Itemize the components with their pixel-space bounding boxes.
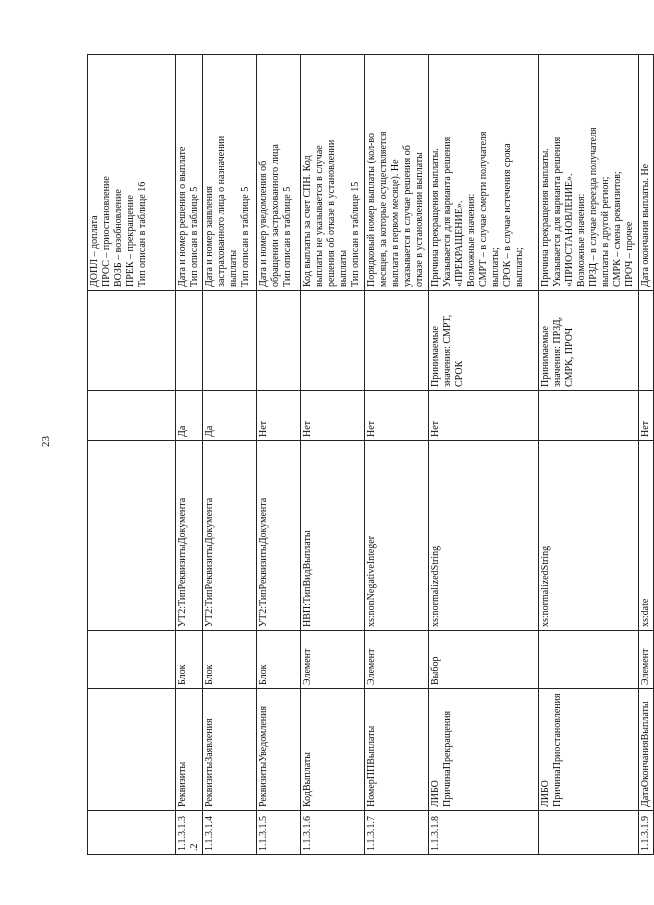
table-row [365, 55, 429, 855]
description-line: Дата и номер заявления [204, 185, 215, 287]
element-name-cell [88, 689, 176, 811]
description-cell [539, 55, 639, 291]
description-line: месяцев, за которые осуществляется [378, 131, 389, 287]
page-number: 23 [40, 436, 52, 447]
description-line: Указывается для варианта решения [442, 136, 453, 287]
description-line: обращении застрахованного лица [270, 144, 281, 287]
row-id-cell: 1.1.3.1.4 [203, 811, 257, 855]
description-line: СМРТ – в случае смерти получателя [478, 131, 489, 287]
description-cell [88, 55, 176, 291]
element-name-cell: РеквизитыЗаявления [203, 689, 257, 811]
row-id-cell: 1.1.3.1.3.2 [176, 811, 203, 855]
table-row [539, 55, 639, 855]
description-line: Дата и номер решения о выплате [177, 146, 188, 287]
data-type-cell: УТ2:ТипРеквизитыДокумента [203, 441, 257, 631]
description-line: выплата в первом месяце). Не [390, 159, 401, 287]
description-line: выплаты [228, 249, 239, 287]
required-cell [539, 391, 639, 441]
description-line: Тип описан в таблице 16 [137, 181, 148, 287]
row-id-cell: 1.1.3.1.9 [639, 811, 654, 855]
data-type-cell: xs:normalizedString [539, 441, 639, 631]
description-line: Возможные значения: [466, 193, 477, 287]
description-line: ВОЗБ – возобновление [113, 189, 124, 287]
data-type-cell: xs:date [639, 441, 654, 631]
table-row [203, 55, 257, 855]
allowed-values-cell [257, 291, 301, 391]
description-line: Дата и номер уведомления об [258, 160, 269, 287]
description-line: выплаты; [490, 247, 501, 287]
description-line: Тип описан в таблице 5 [240, 186, 251, 287]
row-id-cell: 1.1.3.1.7 [365, 811, 429, 855]
allowed-values-cell [639, 291, 654, 391]
description-line: ПРЕК – прекращение [125, 195, 136, 287]
required-cell: Нет [301, 391, 365, 441]
description-line: ДОПЛ – доплата [89, 215, 100, 287]
element-kind-cell: Элемент [365, 631, 429, 689]
table-row [176, 55, 203, 855]
description-line: Указывается для варианта решения [552, 136, 563, 287]
description-cell [429, 55, 539, 291]
table-row [429, 55, 539, 855]
description-line: выплаты [338, 249, 349, 287]
spec-table [87, 54, 654, 855]
description-cell [176, 55, 203, 291]
allowed-values-cell [203, 291, 257, 391]
description-line: Причина прекращения выплаты. [540, 148, 551, 287]
row-id-cell [539, 811, 639, 855]
required-cell: Нет [429, 391, 539, 441]
description-cell [257, 55, 301, 291]
element-kind-cell: Блок [203, 631, 257, 689]
data-type-cell: НВП:ТипВидВыплаты [301, 441, 365, 631]
required-cell: Нет [365, 391, 429, 441]
description-line: «ПРЕКРАЩЕНИЕ». [454, 200, 465, 287]
required-cell [88, 391, 176, 441]
data-type-cell: xs:normalizedString [429, 441, 539, 631]
element-name-cell: Реквизиты [176, 689, 203, 811]
description-line: Причина прекращения выплаты. [430, 148, 441, 287]
allowed-values-cell: Принимаемые значения: СМРТ, СРОК [429, 291, 539, 391]
description-line: застрахованного лица о назначении [216, 135, 227, 287]
element-kind-cell: Выбор [429, 631, 539, 689]
data-type-cell [88, 441, 176, 631]
element-name-cell: НомерППВыплаты [365, 689, 429, 811]
allowed-values-cell: Принимаемые значения: ПРЗД, СМРК, ПРОЧ [539, 291, 639, 391]
description-line: отказе в установлении выплаты [414, 152, 425, 287]
element-kind-cell [539, 631, 639, 689]
description-line: Дата окончания выплаты. Не [640, 163, 651, 287]
description-line: выплаты; [514, 247, 525, 287]
row-id-cell [88, 811, 176, 855]
description-line: СМРК – смена реквизитов; [612, 171, 623, 287]
description-line: Порядковый номер выплаты (кол-во [366, 132, 377, 287]
description-line: «ПРИОСТАНОВЛЕНИЕ». [564, 173, 575, 287]
description-line: указывается в случае решения об [402, 145, 413, 287]
description-cell [203, 55, 257, 291]
description-line: ПРОЧ – прочее [624, 221, 635, 287]
data-type-cell: xs:nonNegativeInteger [365, 441, 429, 631]
description-line: Код выплаты за счет СПН. Код [302, 155, 313, 287]
element-name-cell: ЛИБО ПричинаПрекращения [429, 689, 539, 811]
data-type-cell: УТ2:ТипРеквизитыДокумента [257, 441, 301, 631]
row-id-cell: 1.1.3.1.8 [429, 811, 539, 855]
element-name-cell: ДатаОкончанияВыплаты [639, 689, 654, 811]
description-line: Возможные значения: [576, 193, 587, 287]
required-cell: Да [176, 391, 203, 441]
allowed-values-cell [176, 291, 203, 391]
element-kind-cell: Элемент [301, 631, 365, 689]
element-kind-cell: Блок [176, 631, 203, 689]
description-cell [639, 55, 654, 291]
description-cell [301, 55, 365, 291]
element-kind-cell: Блок [257, 631, 301, 689]
required-cell: Да [203, 391, 257, 441]
allowed-values-cell [88, 291, 176, 391]
description-line: ПРЗД – в случае переезда получателя [588, 127, 599, 287]
description-line: Тип описан в таблице 5 [189, 186, 200, 287]
description-cell [365, 55, 429, 291]
table-row [639, 55, 654, 855]
row-id-cell: 1.1.3.1.5 [257, 811, 301, 855]
description-line: Тип описан в таблице 5 [282, 186, 293, 287]
element-name-cell: КодВыплаты [301, 689, 365, 811]
required-cell: Нет [257, 391, 301, 441]
allowed-values-cell [301, 291, 365, 391]
element-kind-cell [88, 631, 176, 689]
description-line: СРОК – в случае истечения срока [502, 143, 513, 287]
description-line: ПРОС – приостановление [101, 176, 112, 287]
element-name-cell: ЛИБО ПричинаПриостановления [539, 689, 639, 811]
allowed-values-cell [365, 291, 429, 391]
description-line: решения об отказе в установлении [326, 139, 337, 287]
required-cell: Нет [639, 391, 654, 441]
element-kind-cell: Элемент [639, 631, 654, 689]
table-row [257, 55, 301, 855]
data-type-cell: УТ2:ТипРеквизитыДокумента [176, 441, 203, 631]
table-row [88, 55, 176, 855]
row-id-cell: 1.1.3.1.6 [301, 811, 365, 855]
table-row [301, 55, 365, 855]
description-line: Тип описан в таблице 15 [350, 181, 361, 287]
description-line: выплаты в другой регион; [600, 176, 611, 287]
element-name-cell: РеквизитыУведомления [257, 689, 301, 811]
description-line: выплаты не указывается в случае [314, 145, 325, 287]
rotated-table-wrapper [87, 55, 651, 855]
